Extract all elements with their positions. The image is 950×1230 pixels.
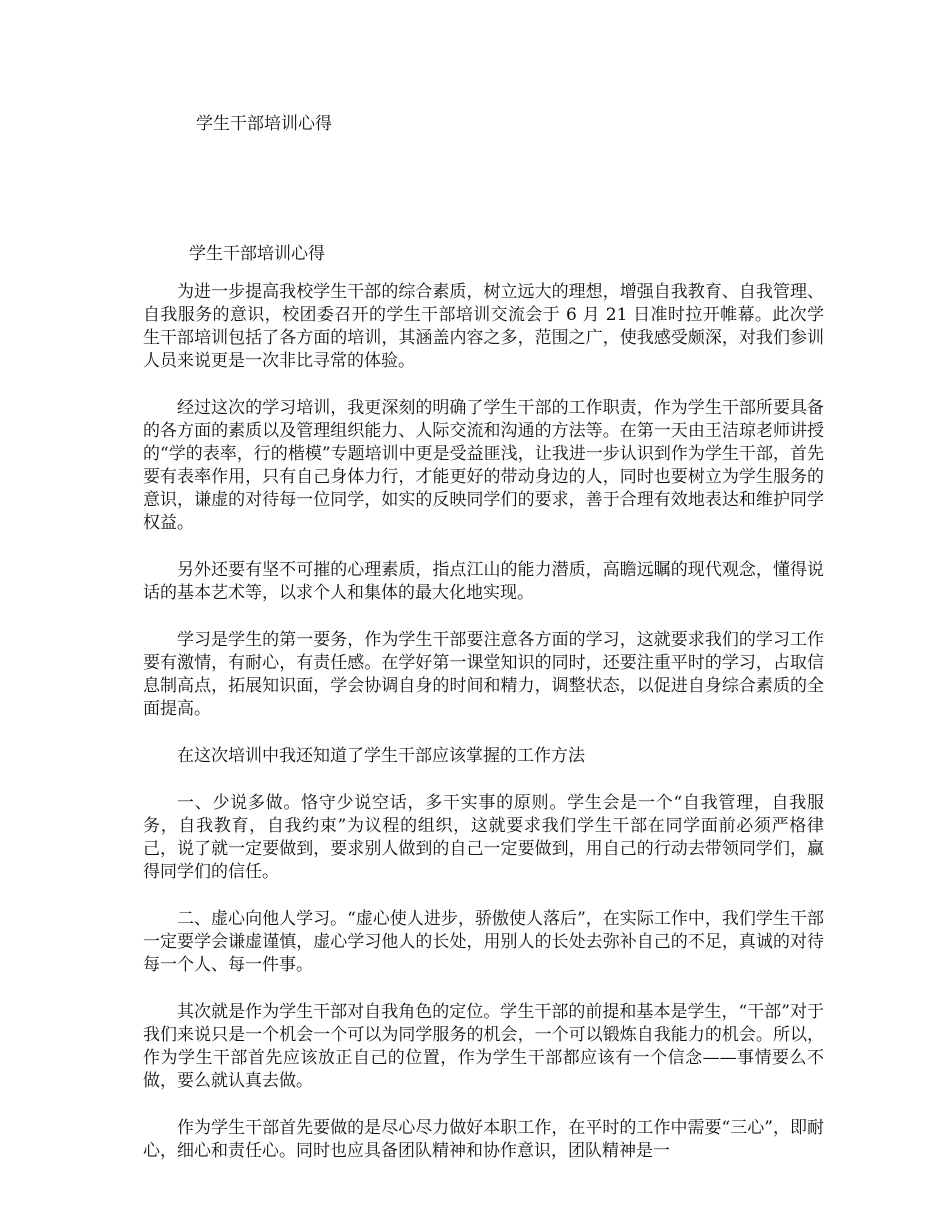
paragraph: 一、少说多做。恪守少说空话，多干实事的原则。学生会是一个“自我管理，自我服务，自我教育，自我约束”为议程的组织，这就要求我们学生干部在同学面前必须严格律己，说了就一定要做到，要求别人做到的自己一定要做到，用自己的行动去带领同学们，赢得同学们的信任。 — [143, 793, 824, 882]
paragraph: 为进一步提高我校学生干部的综合素质，树立远大的理想，增强自我教育、自我管理、自我服务的意识，校团委召开的学生干部培训交流会于 6 月 21 日准时拉开帷幕。此次学生干部培训包括了各方面的培训，其涵盖内容之多，范围之广，使我感受颇深，对我们参训人员来说更是一次非比寻常的体验。 — [143, 282, 824, 371]
paragraph: 作为学生干部首先要做的是尽心尽力做好本职工作，在平时的工作中需要“三心”，即耐心，细心和责任心。同时也应具备团队精神和协作意识，团队精神是一 — [143, 1118, 824, 1161]
paragraph: 其次就是作为学生干部对自我角色的定位。学生干部的前提和基本是学生，“干部”对于我们来说只是一个机会一个可以为同学服务的机会，一个可以锻炼自我能力的机会。所以，作为学生干部首先应该放正自己的位置，作为学生干部都应该有一个信念——事情要么不做，要么就认真去做。 — [143, 1002, 824, 1091]
paragraph: 在这次培训中我还知道了学生干部应该掌握的工作方法 — [177, 746, 585, 766]
document-body — [143, 242, 824, 1187]
document-subtitle: 学生干部培训心得 — [189, 244, 325, 264]
paragraph: 经过这次的学习培训，我更深刻的明确了学生干部的工作职责，作为学生干部所要具备的各方面的素质以及管理组织能力、人际交流和沟通的方法等。在第一天由王洁琼老师讲授的“学的表率，行的楷模”专题培训中更是受益匪浅，让我进一步认识到作为学生干部，首先要有表率作用，只有自己身体力行，才能更好的带动身边的人，同时也要树立为学生服务的意识，谦虚的对待每一位同学，如实的反映同学们的要求，善于合理有效地表达和维护同学权益。 — [143, 398, 824, 533]
paragraph: 二、虚心向他人学习。“虚心使人进步，骄傲使人落后”，在实际工作中，我们学生干部一定要学会谦虚谨慎，虚心学习他人的长处，用别人的长处去弥补自己的不足，真诚的对待每一个人、每一件事。 — [143, 909, 824, 975]
document-title: 学生干部培训心得 — [196, 114, 332, 134]
paragraph: 学习是学生的第一要务，作为学生干部要注意各方面的学习，这就要求我们的学习工作要有激情，有耐心，有责任感。在学好第一课堂知识的同时，还要注重平时的学习，占取信息制高点，拓展知识面，学会协调自身的时间和精力，调整状态，以促进自身综合素质的全面提高。 — [143, 630, 824, 719]
paragraph: 另外还要有坚不可摧的心理素质，指点江山的能力潜质，高瞻远瞩的现代观念，懂得说话的基本艺术等，以求个人和集体的最大化地实现。 — [143, 560, 824, 603]
